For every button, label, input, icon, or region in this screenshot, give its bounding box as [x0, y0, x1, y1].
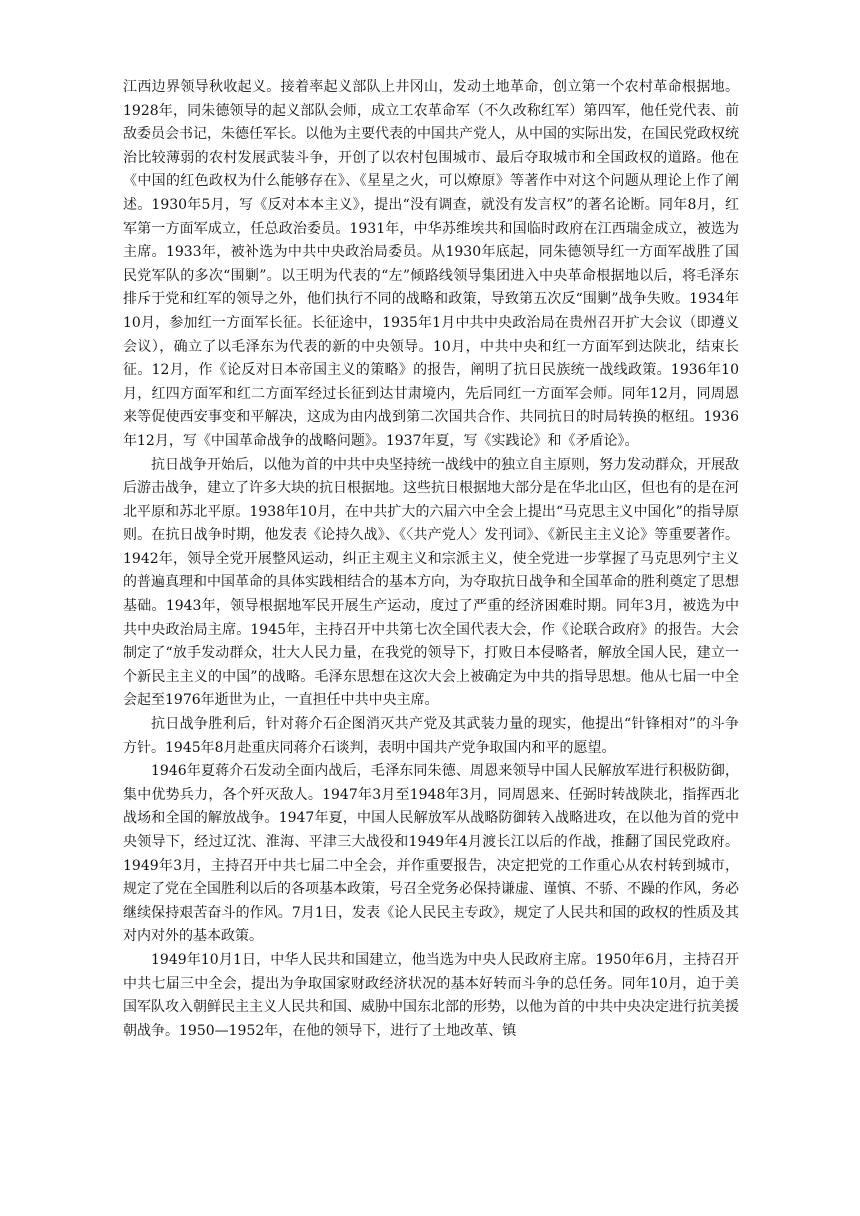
paragraph-post-war-policy: 抗日战争胜利后，针对蒋介石企图消灭共产党及其武装力量的现实，他提出“针锋相对”的斗争方针。1945年8月赴重庆同蒋介石谈判，表明中国共产党争取国内和平的愿望。 [123, 716, 739, 756]
document-body [123, 76, 739, 1043]
paragraph-civil-war: 1946年夏蒋介石发动全面内战后，毛泽东同朱德、周恩来领导中国人民解放军进行积极防御，集中优势兵力，各个歼灭敌人。1947年3月至1948年3月，同周恩来、任弼时转战陕北，指挥西北战场和全国的解放战争。1947年夏，中国人民解放军从战略防御转入战略进攻，在以他为首的党中央领导下，经过辽沈、淮海、平津三大战役和1949年4月渡长江以后的作战，推翻了国民党政府。1949年3月，主持召开中共七届二中全会，并作重要报告，决定把党的工作重心从农村转到城市，规定了党在全国胜利以后的各项基本政策，号召全党务必保持谦虚、谨慎、不骄、不躁的作风，务必继续保持艰苦奋斗的作风。7月1日，发表《论人民民主专政》，规定了人民共和国的政权的性质及其对内对外的基本政策。 [123, 763, 739, 945]
paragraph-continuation: 江西边界领导秋收起义。接着率起义部队上井冈山，发动土地革命，创立第一个农村革命根据地。1928年，同朱德领导的起义部队会师，成立工农革命军（不久改称红军）第四军，他任党代表、前敌委员会书记，朱德任军长。以他为主要代表的中国共产党人，从中国的实际出发，在国民党政权统治比较薄弱的农村发展武装斗争，开创了以农村包围城市、最后夺取城市和全国政权的道路。他在《中国的红色政权为什么能够存在》、《星星之火，可以燎原》等著作中对这个问题从理论上作了阐述。1930年5月，写《反对本本主义》，提出“没有调查，就没有发言权”的著名论断。同年8月，红军第一方面军成立，任总政治委员。1931年，中华苏维埃共和国临时政府在江西瑞金成立，被选为主席。1933年，被补选为中共中央政治局委员。从1930年底起，同朱德领导红一方面军战胜了国民党军队的多次“围剿”。以王明为代表的“左”倾路线领导集团进入中央革命根据地以后，将毛泽东排斥于党和红军的领导之外，他们执行不同的战略和政策，导致第五次反“围剿”战争失败。1934年10月，参加红一方面军长征。长征途中，1935年1月中共中央政治局在贵州召开扩大会议（即遵义会议），确立了以毛泽东为代表的新的中央领导。10月，中共中央和红一方面军到达陕北，结束长征。12月，作《论反对日本帝国主义的策略》的报告，阐明了抗日民族统一战线政策。1936年10月，红四方面军和红二方面军经过长征到达甘肃境内，先后同红一方面军会师。同年12月，同周恩来等促使西安事变和平解决，这成为由内战到第二次国共合作、共同抗日的时局转换的枢纽。1936年12月，写《中国革命战争的战略问题》。1937年夏，写《实践论》和《矛盾论》。 [123, 79, 739, 449]
paragraph-anti-japanese-war: 抗日战争开始后，以他为首的中共中央坚持统一战线中的独立自主原则，努力发动群众，开展敌后游击战争，建立了许多大块的抗日根据地。这些抗日根据地大部分是在华北山区，但也有的是在河北平原和苏北平原。1938年10月，在中共扩大的六届六中全会上提出“马克思主义中国化”的指导原则。在抗日战争时期，他发表《论持久战》、《〈共产党人〉发刊词》、《新民主主义论》等重要著作。1942年，领导全党开展整风运动，纠正主观主义和宗派主义，使全党进一步掌握了马克思列宁主义的普遍真理和中国革命的具体实践相结合的基本方向，为夺取抗日战争和全国革命的胜利奠定了思想基础。1943年，领导根据地军民开展生产运动，度过了严重的经济困难时期。同年3月，被选为中共中央政治局主席。1945年，主持召开中共第七次全国代表大会，作《论联合政府》的报告。大会制定了“放手发动群众，壮大人民力量，在我党的领导下，打败日本侵略者，解放全国人民，建立一个新民主主义的中国”的战略。毛泽东思想在这次大会上被确定为中共的指导思想。他从七届一中全会起至1976年逝世为止，一直担任中共中央主席。 [123, 456, 739, 709]
paragraph-prc-founding: 1949年10月1日，中华人民共和国建立，他当选为中央人民政府主席。1950年6月，主持召开中共七届三中全会，提出为争取国家财政经济状况的基本好转而斗争的总任务。同年10月，迫于美国军队攻入朝鲜民主主义人民共和国、威胁中国东北部的形势，以他为首的中共中央决定进行抗美援朝战争。1950—1952年，在他的领导下，进行了土地改革、镇 [123, 951, 739, 1039]
